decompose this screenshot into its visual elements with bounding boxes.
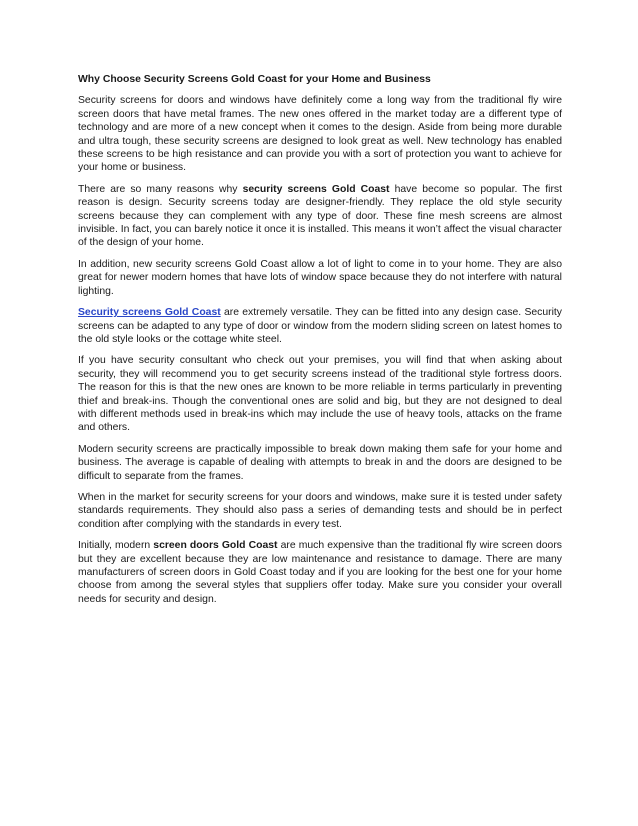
paragraph-text: are much expensive than the traditional fly wire screen doors but they are excellent because they are low maintenance and resistance to damage. There are many manufacturers of screen doors in Gold Coast today and if you are looking for the best one for your home choose from among the several styles that suppliers offer today. Make sure you consider your overall needs for security and design. [78,540,562,605]
paragraph-text: If you have security consultant who check out your premises, you will find that when asking about security, they will recommend you to get security screens instead of the traditional style fortress doors. The reason for this is that the new ones are known to be more reliable in terms particularly in preventing thief and break-ins. Though the conventional ones are solid and big, but they are not designed to deal with different methods used in break-ins which may include the use of heavy tools, attacks on the frame and others. [78,355,562,434]
paragraph-text: Modern security screens are practically impossible to break down making them safe for your home and business. The average is capable of dealing with attempts to break in and the doors are designed to be difficult to separate from the frames. [78,443,562,482]
document-body [78,73,562,614]
paragraph-1 [78,94,562,174]
paragraph-text: When in the market for security screens for your doors and windows, make sure it is tested under safety standards requirements. They should also pass a series of demanding tests and should be in perfect condition after complying with the standards in every test. [78,491,562,530]
paragraph-text: There are so many reasons why [78,183,243,195]
paragraph-2 [78,183,562,250]
bold-keyword: screen doors Gold Coast [153,540,278,552]
paragraph-7 [78,491,562,531]
paragraph-8 [78,539,562,606]
paragraph-text: Security screens for doors and windows have definitely come a long way from the traditional fly wire screen doors that have metal frames. The new ones offered in the market today are a different type of technology and are more of a new concept when it comes to the design. Aside from being more durable and ultra tough, these security screens are designed to look great as well. New technology has enabled these screens to be high resistance and can provide you with a sort of protection you want to achieve for your home or business. [78,95,562,174]
paragraph-text: are extremely versatile. They can be fitted into any design case. Security screens can be adapted to any type of door or window from the modern sliding screen on latest homes to the old style looks or the cottage white steel. [78,307,562,345]
document-title: Why Choose Security Screens Gold Coast for your Home and Business [78,74,431,85]
paragraph-text: Initially, modern [78,540,154,552]
paragraph-3 [78,258,562,298]
paragraph-6 [78,443,562,483]
paragraph-text: In addition, new security screens Gold Coast allow a lot of light to come in to your home. They are also great for newer modern homes that have lots of window space because they do not interfere with natural lighting. [78,258,562,297]
bold-keyword: security screens Gold Coast [242,183,390,195]
paragraph-text: have become so popular. The first reason is design. Security screens today are designer-friendly. They replace the old style security screens because they can complement with any type of door. These fine mesh screens are almost invisible. In fact, you can barely notice it once it is installed. This means it won’t affect the visual character of the design of your home. [78,183,562,249]
paragraph-4 [78,306,562,346]
security-screens-link[interactable]: Security screens Gold Coast [78,307,221,319]
paragraph-5 [78,354,562,434]
